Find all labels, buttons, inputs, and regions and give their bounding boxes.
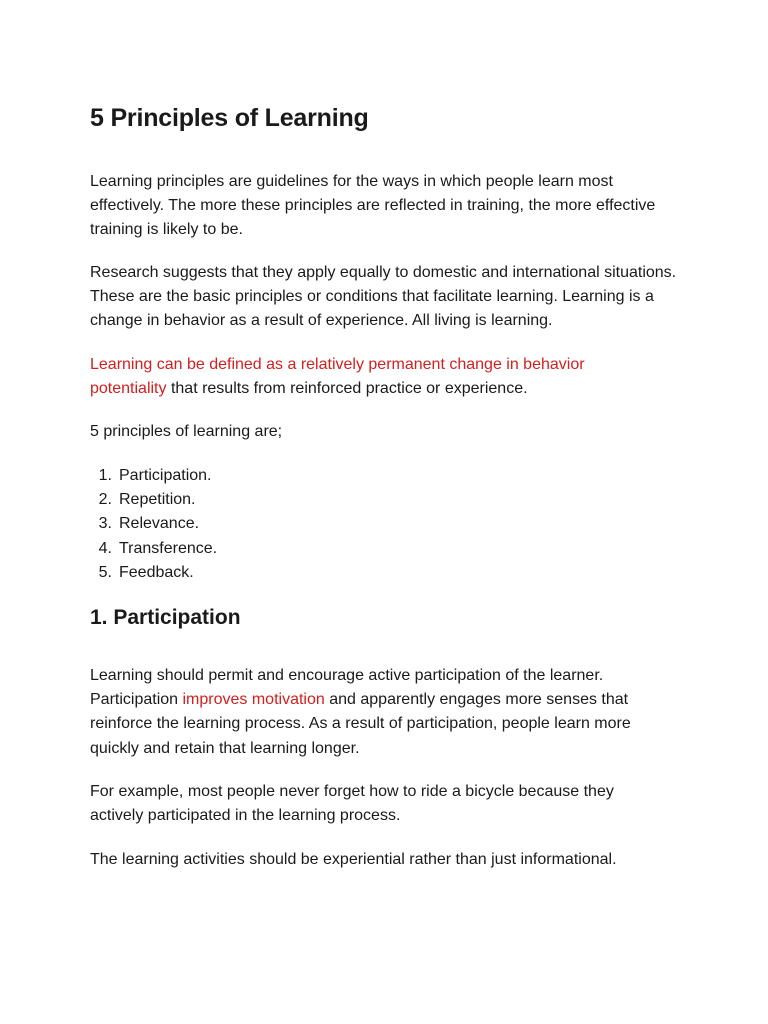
section-heading-participation: 1. Participation — [90, 606, 241, 629]
motivation-highlight: improves motivation — [182, 691, 325, 709]
list-item: 2. Repetition. — [98, 491, 196, 509]
principles-list — [90, 464, 690, 585]
definition-highlight: Learning can be defined as a relatively permanent change in behavior potentiality — [90, 356, 585, 398]
intro-paragraph-2: Research suggests that they apply equally to domestic and international situations. These are the basic principles or conditions that facilitate learning. Learning is a change in behavior as a result of experience. All living is learning. — [90, 264, 677, 330]
participation-paragraph-1: Learning should permit and encourage active participation of the learner. Participation improves motivation and apparently engages more senses that reinforce the learning process. As a result of participation, people learn more quickly and retain that learning longer. — [90, 667, 631, 757]
list-item: 5. Feedback. — [98, 563, 194, 581]
participation-paragraph-3: The learning activities should be experiential rather than just informational. — [90, 851, 617, 868]
page-title: 5 Principles of Learning — [90, 104, 369, 132]
list-intro: 5 principles of learning are; — [90, 423, 283, 440]
definition-rest: that results from reinforced practice or experience. — [166, 380, 528, 398]
participation-paragraph-2: For example, most people never forget how to ride a bicycle because they actively participated in the learning process. — [90, 783, 614, 825]
intro-paragraph-3 — [90, 353, 630, 401]
list-item: 3. Relevance. — [98, 515, 200, 533]
principles-list-container — [90, 464, 690, 585]
list-item: 1. Participation. — [98, 467, 212, 484]
intro-paragraph-1: Learning principles are guidelines for the ways in which people learn most effectively. The more these principles are reflected in training, the more effective training is likely to be. — [90, 173, 656, 239]
list-item: 4. Transference. — [98, 539, 218, 557]
